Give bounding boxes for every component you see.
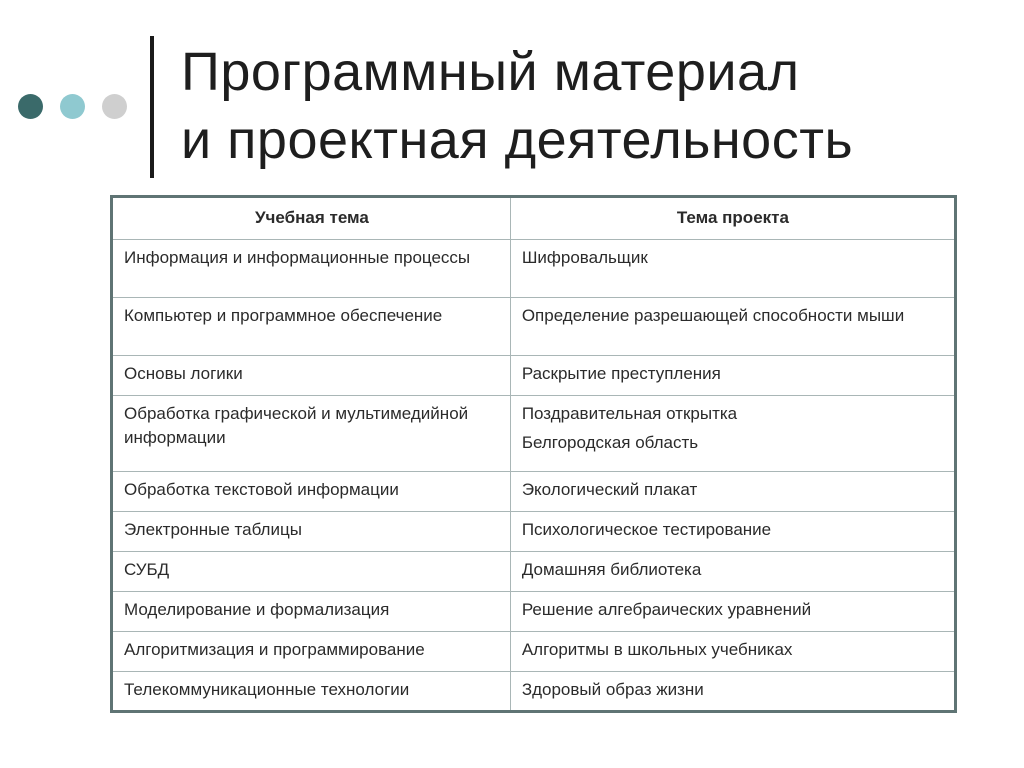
dot-grey [102,94,127,119]
project-title: Шифровальщик [521,248,648,267]
topic-cell: Обработка текстовой информации [112,472,511,512]
table-row [112,472,956,512]
project-title: Домашняя библиотека [521,560,702,579]
topic-cell: Информация и информационные процессы [112,240,511,298]
table-row [112,396,956,472]
dot-dark [18,94,43,119]
project-cell [510,396,955,472]
title-divider [150,36,154,178]
header-topic: Учебная тема [112,197,511,240]
project-cell [510,298,955,356]
project-title: Белгородская область [521,433,699,452]
table-row [112,672,956,712]
project-title: Экологический плакат [521,480,698,499]
project-title: Решение алгебраических уравнений [521,600,812,619]
topic-cell: Основы логики [112,356,511,396]
project-cell [510,512,955,552]
topic-cell: СУБД [112,552,511,592]
project-title: Поздравительная открытка [521,404,738,423]
table-row [112,632,956,672]
topic-cell: Электронные таблицы [112,512,511,552]
table-body [112,240,956,712]
topic-cell: Моделирование и формализация [112,592,511,632]
table-row [112,240,956,298]
table-row [112,356,956,396]
table-row [112,512,956,552]
table-row [112,592,956,632]
project-title: Здоровый образ жизни [521,680,704,699]
dot-light-blue [60,94,85,119]
project-cell [510,472,955,512]
project-cell [510,552,955,592]
header-project: Тема проекта [510,197,955,240]
project-cell [510,632,955,672]
project-title: Раскрытие преступления [521,364,721,383]
topic-cell: Алгоритмизация и программирование [112,632,511,672]
table-header-row [112,197,956,240]
slide-title-line-1: Программный материал [181,42,800,102]
project-cell [510,356,955,396]
project-title: Определение разрешающей способности мыши [521,306,905,325]
table-row [112,552,956,592]
topic-cell: Обработка графической и мультимедийной информации [112,396,511,472]
topics-table-container [110,195,957,713]
slide-title [181,38,853,174]
project-cell [510,672,955,712]
decorative-dots [18,94,127,119]
project-cell [510,592,955,632]
slide-title-line-2: и проектная деятельность [181,110,854,170]
topic-cell: Компьютер и программное обеспечение [112,298,511,356]
table-row [112,298,956,356]
project-title: Алгоритмы в школьных учебниках [521,640,793,659]
project-title: Психологическое тестирование [521,520,772,539]
project-cell [510,240,955,298]
topics-table [110,195,957,713]
topic-cell: Телекоммуникационные технологии [112,672,511,712]
